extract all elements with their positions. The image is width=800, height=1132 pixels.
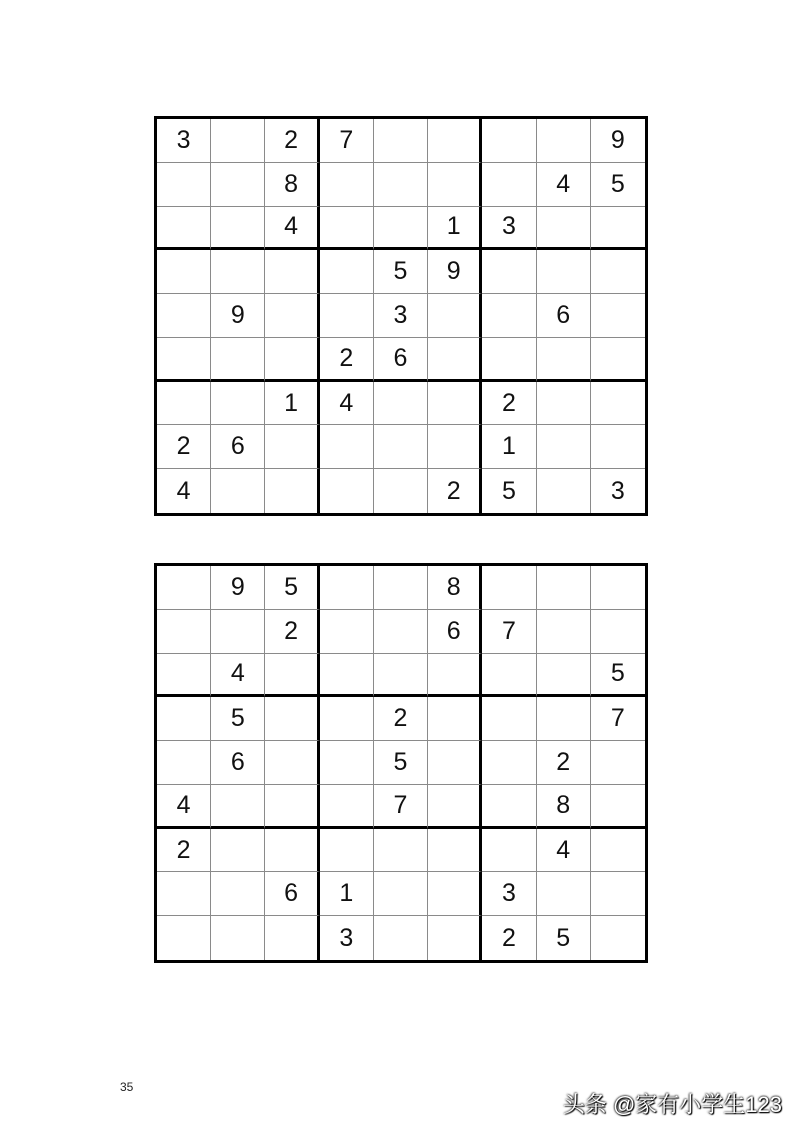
sudoku-cell[interactable]: 9: [428, 250, 482, 294]
sudoku-cell[interactable]: 1: [428, 207, 482, 251]
sudoku-cell[interactable]: [591, 829, 645, 873]
sudoku-cell[interactable]: [211, 829, 265, 873]
sudoku-cell[interactable]: [428, 163, 482, 207]
sudoku-cell[interactable]: [537, 207, 591, 251]
sudoku-cell[interactable]: 5: [374, 741, 428, 785]
sudoku-cell[interactable]: 8: [537, 785, 591, 829]
sudoku-cell[interactable]: [265, 741, 319, 785]
sudoku-cell[interactable]: [537, 382, 591, 426]
sudoku-cell[interactable]: [320, 697, 374, 741]
sudoku-cell[interactable]: [428, 654, 482, 698]
sudoku-cell[interactable]: 2: [537, 741, 591, 785]
sudoku-cell[interactable]: [482, 654, 536, 698]
sudoku-cell[interactable]: 4: [157, 469, 211, 513]
sudoku-cell[interactable]: 5: [265, 566, 319, 610]
sudoku-grid-1: [154, 116, 648, 516]
sudoku-cell[interactable]: [374, 207, 428, 251]
sudoku-cell[interactable]: [374, 654, 428, 698]
sudoku-cell[interactable]: 4: [320, 382, 374, 426]
sudoku-cell[interactable]: [211, 163, 265, 207]
sudoku-cell[interactable]: [482, 697, 536, 741]
sudoku-cell[interactable]: 2: [157, 425, 211, 469]
sudoku-cell[interactable]: [374, 916, 428, 960]
sudoku-cell[interactable]: [428, 119, 482, 163]
sudoku-cell[interactable]: 3: [482, 872, 536, 916]
sudoku-cell[interactable]: [482, 338, 536, 382]
sudoku-cell[interactable]: [537, 425, 591, 469]
sudoku-cell[interactable]: [265, 425, 319, 469]
sudoku-cell[interactable]: [537, 250, 591, 294]
sudoku-cell[interactable]: 9: [591, 119, 645, 163]
sudoku-cell[interactable]: [157, 338, 211, 382]
sudoku-cell[interactable]: [428, 338, 482, 382]
sudoku-cell[interactable]: 2: [320, 338, 374, 382]
sudoku-cell[interactable]: [265, 654, 319, 698]
sudoku-cell[interactable]: [591, 566, 645, 610]
sudoku-cell[interactable]: [591, 610, 645, 654]
sudoku-cell[interactable]: 7: [320, 119, 374, 163]
sudoku-cell[interactable]: [428, 916, 482, 960]
sudoku-cell[interactable]: [428, 785, 482, 829]
sudoku-cell[interactable]: 2: [482, 916, 536, 960]
sudoku-cell[interactable]: 2: [482, 382, 536, 426]
sudoku-cell[interactable]: [537, 338, 591, 382]
sudoku-cell[interactable]: [265, 294, 319, 338]
sudoku-cell[interactable]: 7: [591, 697, 645, 741]
sudoku-cell[interactable]: [374, 610, 428, 654]
sudoku-cell[interactable]: [320, 654, 374, 698]
sudoku-cell[interactable]: 7: [374, 785, 428, 829]
sudoku-cell[interactable]: [157, 916, 211, 960]
sudoku-cell[interactable]: [591, 916, 645, 960]
sudoku-cell[interactable]: 2: [265, 119, 319, 163]
sudoku-cell[interactable]: [211, 207, 265, 251]
sudoku-cell[interactable]: 8: [265, 163, 319, 207]
sudoku-cell[interactable]: [157, 610, 211, 654]
sudoku-cell[interactable]: [374, 872, 428, 916]
sudoku-cell[interactable]: [320, 294, 374, 338]
sudoku-cell[interactable]: [157, 697, 211, 741]
sudoku-cell[interactable]: [374, 163, 428, 207]
sudoku-cell[interactable]: 3: [320, 916, 374, 960]
sudoku-cell[interactable]: 2: [428, 469, 482, 513]
sudoku-cell[interactable]: 5: [537, 916, 591, 960]
sudoku-cell[interactable]: [320, 469, 374, 513]
sudoku-cell[interactable]: [211, 469, 265, 513]
sudoku-cell[interactable]: [157, 250, 211, 294]
sudoku-cell[interactable]: [537, 872, 591, 916]
sudoku-cell[interactable]: 6: [428, 610, 482, 654]
sudoku-cell[interactable]: [537, 566, 591, 610]
sudoku-cell[interactable]: [320, 566, 374, 610]
sudoku-cell[interactable]: [265, 785, 319, 829]
sudoku-cell[interactable]: 3: [374, 294, 428, 338]
sudoku-cell[interactable]: [591, 425, 645, 469]
sudoku-cell[interactable]: [428, 294, 482, 338]
sudoku-cell[interactable]: [482, 829, 536, 873]
sudoku-cell[interactable]: [265, 338, 319, 382]
sudoku-cell[interactable]: [211, 785, 265, 829]
sudoku-cell[interactable]: [537, 119, 591, 163]
sudoku-cell[interactable]: [320, 829, 374, 873]
sudoku-cell[interactable]: 4: [537, 829, 591, 873]
sudoku-cell[interactable]: [537, 469, 591, 513]
sudoku-cell[interactable]: [482, 294, 536, 338]
sudoku-cell[interactable]: [320, 163, 374, 207]
sudoku-cell[interactable]: 5: [211, 697, 265, 741]
sudoku-cell[interactable]: [428, 697, 482, 741]
sudoku-cell[interactable]: 3: [157, 119, 211, 163]
sudoku-cell[interactable]: [157, 163, 211, 207]
sudoku-cell[interactable]: [482, 741, 536, 785]
sudoku-cell[interactable]: 4: [157, 785, 211, 829]
sudoku-cell[interactable]: [157, 566, 211, 610]
sudoku-cell[interactable]: [265, 250, 319, 294]
sudoku-cell[interactable]: 8: [428, 566, 482, 610]
sudoku-cell[interactable]: [157, 207, 211, 251]
sudoku-cell[interactable]: [374, 829, 428, 873]
sudoku-cell[interactable]: [482, 119, 536, 163]
sudoku-cell[interactable]: 1: [265, 382, 319, 426]
sudoku-cell[interactable]: [428, 872, 482, 916]
page-number: 35: [120, 1080, 134, 1094]
sudoku-cell[interactable]: [374, 382, 428, 426]
sudoku-cell[interactable]: [428, 425, 482, 469]
sudoku-cell[interactable]: [591, 785, 645, 829]
sudoku-cell[interactable]: 6: [211, 425, 265, 469]
sudoku-cell[interactable]: [428, 382, 482, 426]
sudoku-cell[interactable]: [320, 741, 374, 785]
sudoku-cell[interactable]: [211, 610, 265, 654]
sudoku-cell[interactable]: [482, 785, 536, 829]
sudoku-cell[interactable]: [320, 207, 374, 251]
sudoku-cell[interactable]: [591, 207, 645, 251]
sudoku-cell[interactable]: [157, 654, 211, 698]
sudoku-cell[interactable]: [591, 338, 645, 382]
sudoku-cell[interactable]: [211, 338, 265, 382]
sudoku-cell[interactable]: [482, 163, 536, 207]
sudoku-cell[interactable]: [265, 829, 319, 873]
sudoku-cell[interactable]: [265, 916, 319, 960]
sudoku-cell[interactable]: [482, 250, 536, 294]
sudoku-cell[interactable]: [374, 425, 428, 469]
sudoku-cell[interactable]: 4: [265, 207, 319, 251]
sudoku-cell[interactable]: [374, 566, 428, 610]
sudoku-cell[interactable]: [157, 741, 211, 785]
sudoku-cell[interactable]: [265, 469, 319, 513]
sudoku-cell[interactable]: [157, 382, 211, 426]
sudoku-cell[interactable]: 5: [591, 654, 645, 698]
sudoku-cell[interactable]: 2: [157, 829, 211, 873]
sudoku-cell[interactable]: [157, 872, 211, 916]
sudoku-cell[interactable]: [537, 697, 591, 741]
watermark: 头条 @家有小学生123: [562, 1092, 782, 1117]
sudoku-cell[interactable]: [211, 382, 265, 426]
sudoku-cell[interactable]: 2: [265, 610, 319, 654]
sudoku-cell[interactable]: [211, 872, 265, 916]
sudoku-cell[interactable]: 3: [610, 476, 625, 505]
sudoku-cell[interactable]: 4: [537, 163, 591, 207]
sudoku-cell[interactable]: 6: [374, 338, 428, 382]
sudoku-cell[interactable]: 1: [320, 872, 374, 916]
sudoku-cell[interactable]: [428, 829, 482, 873]
sudoku-cell[interactable]: [591, 382, 645, 426]
sudoku-cell[interactable]: [320, 250, 374, 294]
sudoku-cell[interactable]: [211, 119, 265, 163]
sudoku-cell[interactable]: [211, 250, 265, 294]
sudoku-cell[interactable]: 4: [211, 654, 265, 698]
sudoku-cell[interactable]: [591, 294, 645, 338]
sudoku-cell[interactable]: [537, 654, 591, 698]
sudoku-cell[interactable]: 5: [374, 250, 428, 294]
sudoku-cell[interactable]: [265, 697, 319, 741]
sudoku-cell[interactable]: 9: [211, 294, 265, 338]
sudoku-cell[interactable]: [157, 294, 211, 338]
sudoku-cell[interactable]: [591, 741, 645, 785]
sudoku-cell[interactable]: 1: [482, 425, 536, 469]
sudoku-cell[interactable]: [428, 741, 482, 785]
sudoku-cell[interactable]: 7: [482, 610, 536, 654]
sudoku-cell[interactable]: [482, 566, 536, 610]
sudoku-cell[interactable]: 6: [537, 294, 591, 338]
sudoku-cell[interactable]: 9: [211, 566, 265, 610]
sudoku-cell[interactable]: [374, 119, 428, 163]
sudoku-cell[interactable]: 6: [265, 872, 319, 916]
sudoku-cell[interactable]: 5: [482, 469, 536, 513]
sudoku-cell[interactable]: [211, 916, 265, 960]
sudoku-cell[interactable]: [320, 425, 374, 469]
sudoku-grid-2: [154, 563, 648, 963]
sudoku-cell[interactable]: [374, 469, 428, 513]
sudoku-cell[interactable]: 3: [482, 207, 536, 251]
sudoku-cell[interactable]: [320, 785, 374, 829]
sudoku-cell[interactable]: 6: [211, 741, 265, 785]
sudoku-cell[interactable]: 5: [591, 163, 645, 207]
sudoku-cell[interactable]: [320, 610, 374, 654]
sudoku-cell[interactable]: [591, 250, 645, 294]
sudoku-cell[interactable]: [591, 872, 645, 916]
sudoku-cell[interactable]: 2: [374, 697, 428, 741]
sudoku-cell[interactable]: [537, 610, 591, 654]
